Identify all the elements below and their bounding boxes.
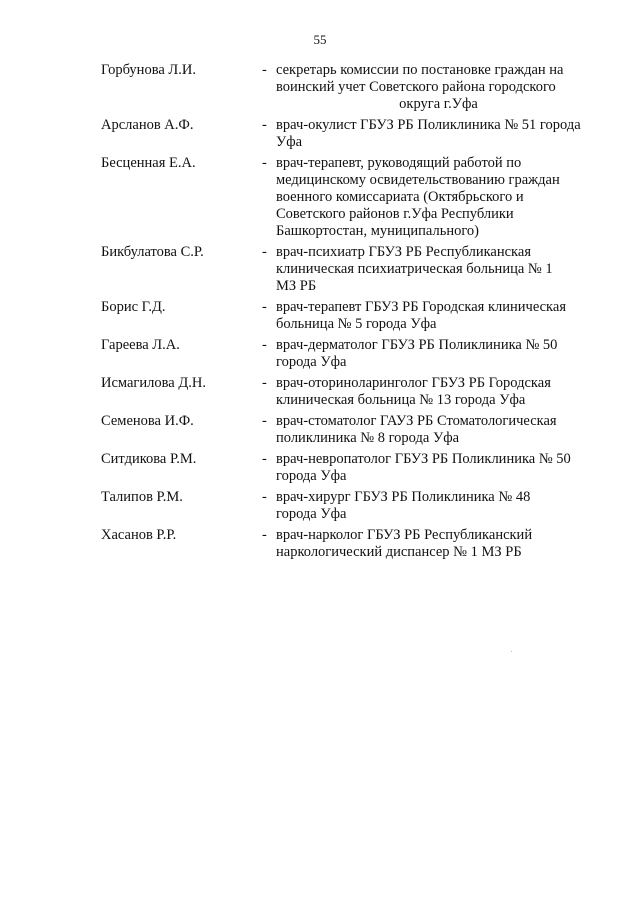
member-role-line: военного комиссариата (Октябрьского и: [276, 189, 524, 205]
member-dash: -: [262, 62, 267, 78]
member-row: [101, 375, 601, 409]
member-dash: -: [262, 117, 267, 133]
member-role-line: города Уфа: [276, 506, 347, 522]
member-dash: -: [262, 155, 267, 171]
member-role: [276, 244, 601, 295]
member-role-line: воинский учет Советского района городского: [276, 79, 556, 95]
member-role-line: врач-оториноларинголог ГБУЗ РБ Городская: [276, 375, 551, 391]
member-dash: -: [262, 451, 267, 467]
member-role: [276, 117, 601, 151]
member-role-line: клиническая больница № 13 города Уфа: [276, 392, 526, 408]
member-name: Горбунова Л.И.: [101, 62, 196, 78]
member-role: [276, 527, 601, 561]
member-role-line: Уфа: [276, 134, 303, 150]
member-name: Борис Г.Д.: [101, 299, 166, 315]
member-name: Бесценная Е.А.: [101, 155, 196, 171]
member-row: [101, 244, 601, 295]
member-role-line: округа г.Уфа: [399, 96, 478, 112]
member-role-line: Башкортостан, муниципального): [276, 223, 480, 239]
member-role-line: врач-терапевт, руководящий работой по: [276, 155, 522, 171]
member-dash: -: [262, 489, 267, 505]
member-role-line: МЗ РБ: [276, 278, 317, 294]
member-role-line: врач-невропатолог ГБУЗ РБ Поликлиника № 50: [276, 451, 571, 467]
member-dash: -: [262, 299, 267, 315]
member-role-line: города Уфа: [276, 354, 347, 370]
member-role-line: Советского районов г.Уфа Республики: [276, 206, 514, 222]
member-row: [101, 62, 601, 113]
member-role: [276, 299, 601, 333]
member-row: [101, 337, 601, 371]
member-role: [276, 375, 601, 409]
member-role: [276, 155, 601, 240]
member-name: Исмагилова Д.Н.: [101, 375, 206, 391]
member-row: [101, 155, 601, 240]
member-dash: -: [262, 527, 267, 543]
member-role-line: города Уфа: [276, 468, 347, 484]
member-role: [276, 337, 601, 371]
member-role-line: врач-терапевт ГБУЗ РБ Городская клиническая: [276, 299, 566, 315]
member-role-line: больница № 5 города Уфа: [276, 316, 437, 332]
member-dash: -: [262, 375, 267, 391]
scan-speck: [511, 651, 512, 652]
member-row: [101, 451, 601, 485]
member-row: [101, 117, 601, 151]
commission-members-list: [101, 62, 601, 565]
member-name: Хасанов Р.Р.: [101, 527, 177, 543]
member-role-line: клиническая психиатрическая больница № 1: [276, 261, 553, 277]
member-dash: -: [262, 244, 267, 260]
member-role-line: поликлиника № 8 города Уфа: [276, 430, 460, 446]
member-role-line: медицинскому освидетельствованию граждан: [276, 172, 560, 188]
member-name: Семенова И.Ф.: [101, 413, 194, 429]
member-row: [101, 413, 601, 447]
member-name: Гареева Л.А.: [101, 337, 180, 353]
member-role-line: врач-психиатр ГБУЗ РБ Республиканская: [276, 244, 531, 260]
member-name: Арсланов А.Ф.: [101, 117, 194, 133]
member-role: [276, 489, 601, 523]
member-role-line: секретарь комиссии по постановке граждан на: [276, 62, 564, 78]
member-role-line: врач-окулист ГБУЗ РБ Поликлиника № 51 города: [276, 117, 581, 133]
page-number: 55: [313, 32, 327, 47]
member-dash: -: [262, 413, 267, 429]
member-role: [276, 413, 601, 447]
member-name: Талипов Р.М.: [101, 489, 183, 505]
member-name: Ситдикова Р.М.: [101, 451, 197, 467]
member-row: [101, 299, 601, 333]
member-role-line: врач-нарколог ГБУЗ РБ Республиканский: [276, 527, 533, 543]
member-row: [101, 527, 601, 561]
member-dash: -: [262, 337, 267, 353]
member-row: [101, 489, 601, 523]
member-role-line: врач-стоматолог ГАУЗ РБ Стоматологическая: [276, 413, 557, 429]
member-role: [276, 451, 601, 485]
member-role: [276, 62, 601, 113]
member-role-line: наркологический диспансер № 1 МЗ РБ: [276, 544, 522, 560]
member-role-line: врач-дерматолог ГБУЗ РБ Поликлиника № 50: [276, 337, 558, 353]
member-role-line: врач-хирург ГБУЗ РБ Поликлиника № 48: [276, 489, 531, 505]
member-name: Бикбулатова С.Р.: [101, 244, 204, 260]
